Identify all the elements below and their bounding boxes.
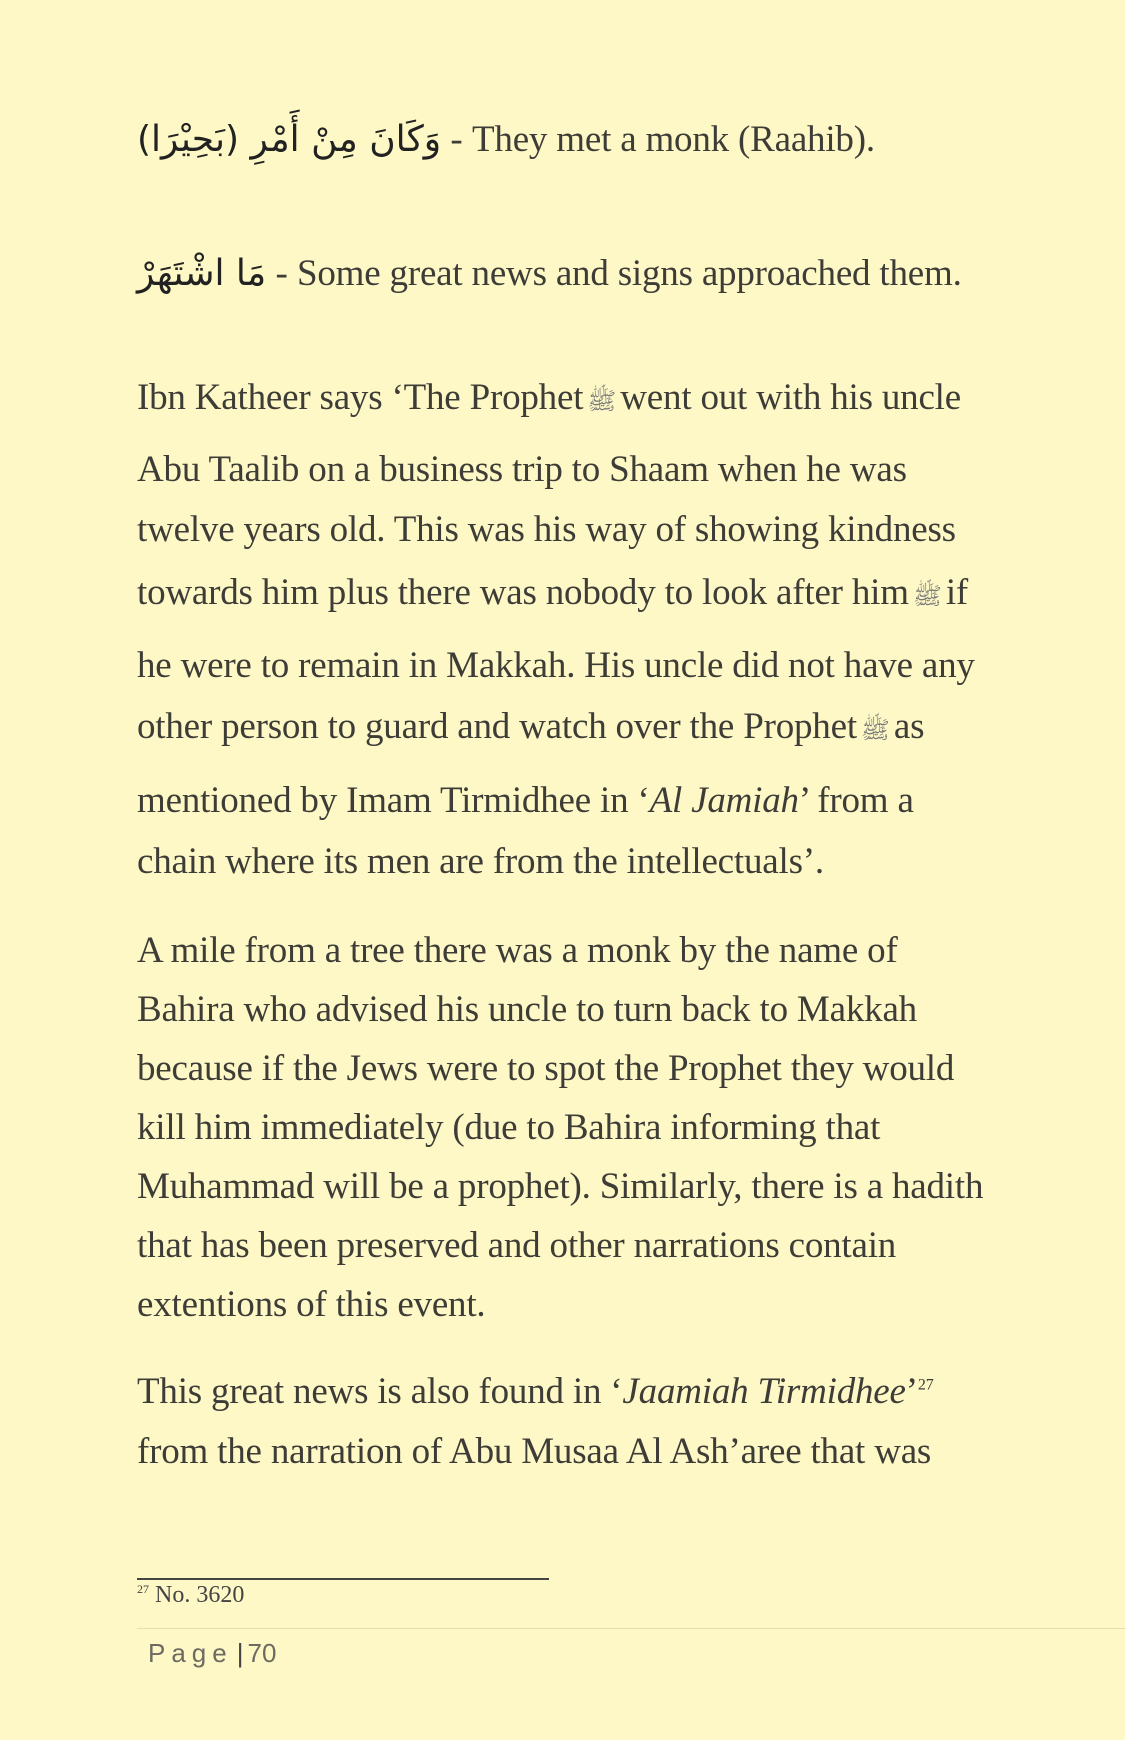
footnote-divider: [137, 1578, 549, 1580]
paragraph-line: that has been preserved and other narrations contain: [137, 1225, 897, 1266]
footnote: [137, 1582, 244, 1609]
footnote-number: 27: [137, 1582, 149, 1596]
text-span: other person to guard and watch over the Prophet: [137, 706, 857, 747]
paragraph-line: A mile from a tree there was a monk by the name of: [137, 930, 898, 971]
paragraph-line: from the narration of Abu Musaa Al Ash’aree that was: [137, 1431, 932, 1472]
book-title: Al Jamiah: [649, 780, 799, 821]
text-span: mentioned by Imam Tirmidhee in ‘: [137, 780, 650, 821]
glossary-entry-2: [137, 252, 962, 296]
arabic-phrase: مَا اشْتَهَرْ: [137, 253, 267, 294]
paragraph-line: because if the Jews were to spot the Prophet they would: [137, 1048, 955, 1089]
page-word: Page: [148, 1638, 233, 1668]
pbuh-glyph-icon: ﷺ: [860, 715, 890, 744]
paragraph-line: [137, 779, 914, 823]
pbuh-glyph-icon: ﷺ: [912, 581, 942, 610]
paragraph-line: he were to remain in Makkah. His uncle did not have any: [137, 645, 975, 686]
arabic-phrase: وَكَانَ مِنْ أَمْرِ (بَحِيْرَا): [137, 119, 442, 160]
paragraph-line: [137, 1370, 934, 1414]
text-span: if: [945, 572, 969, 613]
text-span: went out with his uncle: [620, 377, 961, 418]
page-number-label: [148, 1638, 276, 1669]
glossary-entry-1: [137, 118, 875, 162]
text-span: towards him plus there was nobody to look after him: [137, 572, 909, 613]
paragraph-line: extentions of this event.: [137, 1284, 486, 1325]
footnote-text: No. 3620: [149, 1582, 245, 1608]
paragraph-line: Bahira who advised his uncle to turn back to Makkah: [137, 989, 917, 1030]
paragraph-line: Muhammad will be a prophet). Similarly, there is a hadith: [137, 1166, 984, 1207]
footer-divider: [137, 1628, 1125, 1629]
glossary-meaning: - They met a monk (Raahib).: [441, 119, 875, 160]
text-span: This great news is also found in ‘: [137, 1371, 623, 1412]
footnote-reference[interactable]: 27: [917, 1376, 934, 1394]
page-separator: |: [236, 1638, 244, 1668]
paragraph-line: Abu Taalib on a business trip to Shaam when he was: [137, 449, 907, 490]
paragraph-line: chain where its men are from the intellectuals’.: [137, 841, 824, 882]
paragraph-line: [137, 376, 961, 423]
page-number: 70: [247, 1638, 277, 1668]
paragraph-line: kill him immediately (due to Bahira informing that: [137, 1107, 881, 1148]
paragraph-line: [137, 705, 924, 752]
pbuh-glyph-icon: ﷺ: [587, 386, 617, 415]
text-span: ’: [905, 1371, 918, 1412]
paragraph-line: twelve years old. This was his way of showing kindness: [137, 509, 956, 550]
paragraph-line: [137, 571, 968, 618]
text-span: ’ from a: [798, 780, 914, 821]
book-title: Jaamiah Tirmidhee: [622, 1371, 906, 1412]
glossary-meaning: - Some great news and signs approached them.: [266, 253, 962, 294]
text-span: as: [893, 706, 925, 747]
text-span: Ibn Katheer says ‘The Prophet: [137, 377, 584, 418]
